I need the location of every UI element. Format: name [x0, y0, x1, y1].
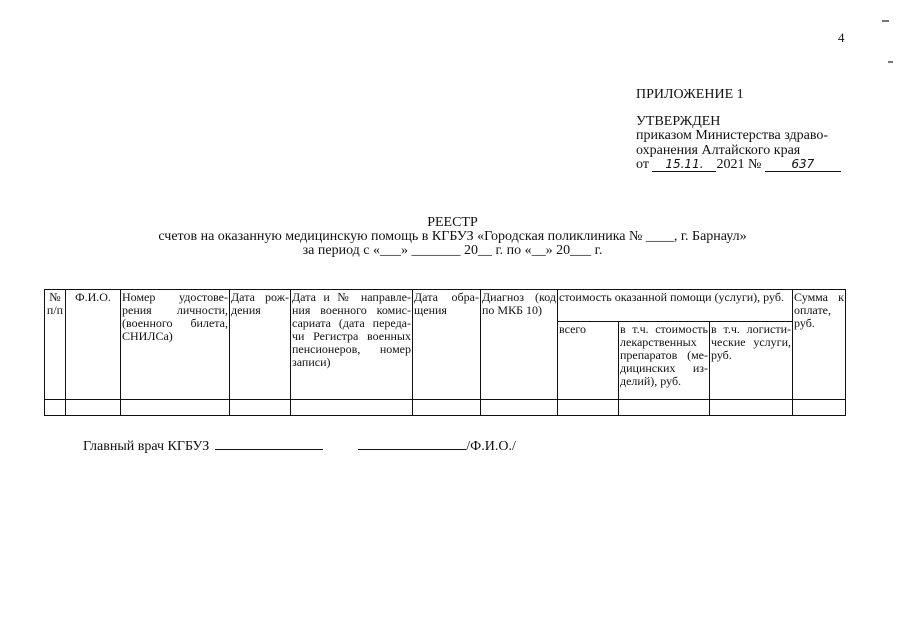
- table-cell: [558, 400, 619, 416]
- table-cell: [291, 400, 413, 416]
- scan-mark: [888, 61, 893, 63]
- date-prefix: от: [636, 157, 649, 172]
- header-fio: Ф.И.О.: [66, 290, 121, 400]
- name-blank: [358, 437, 466, 450]
- subheader-drugs: в т.ч. стоимость лекарственных препаратов (ме-дицинских из-делий), руб.: [619, 322, 710, 400]
- table-cell: [413, 400, 481, 416]
- approved-title: УТВЕРЖДЕН: [636, 113, 721, 129]
- signature-fio: /Ф.И.О./: [466, 439, 516, 454]
- signature-line: [83, 437, 516, 455]
- table-cell: [793, 400, 846, 416]
- subheader-all: всего: [558, 322, 619, 400]
- header-visit: Дата обра-щения: [413, 290, 481, 400]
- table-cell: [121, 400, 230, 416]
- subheader-logistics: в т.ч. логисти-ческие услуги, руб.: [710, 322, 793, 400]
- table-header-row: [45, 290, 846, 322]
- header-referral: Дата и № направле-ния военного комис-сариата (дата переда-чи Регистра военных пенсионеров, номер записи): [291, 290, 413, 400]
- approval-line-1: приказом Министерства здраво-: [636, 128, 829, 143]
- table-cell: [66, 400, 121, 416]
- header-id: Номер удостове-рения личности, (военного билета, СНИЛСа): [121, 290, 230, 400]
- year-text: 2021 №: [716, 157, 762, 172]
- signature-blank: [215, 437, 323, 450]
- registry-period: за период с «___» _______ 20__ г. по «__» 20___ г.: [302, 243, 603, 258]
- registry-title: РЕЕСТР: [427, 215, 478, 230]
- approval-block: [636, 88, 841, 173]
- signature-label: Главный врач КГБУЗ: [83, 439, 210, 454]
- table-cell: [230, 400, 291, 416]
- header-diagnosis: Диагноз (код по МКБ 10): [481, 290, 558, 400]
- approval-date-line: [636, 158, 841, 173]
- appendix-title: ПРИЛОЖЕНИЕ 1: [636, 87, 744, 102]
- table-cell: [710, 400, 793, 416]
- handwritten-order-number: 637: [765, 158, 841, 172]
- approval-line-2: охранения Алтайского края: [636, 142, 801, 158]
- registry-subtitle: счетов на оказанную медицинскую помощь в КГБУЗ «Городская поликлиника № ____, г. Барнаул»: [158, 229, 747, 244]
- registry-table: [44, 289, 846, 416]
- header-birth: Дата рож-дения: [230, 290, 291, 400]
- header-total: Сумма к оплате, руб.: [793, 290, 846, 400]
- header-num: № п/п: [45, 290, 66, 400]
- table-cell: [619, 400, 710, 416]
- registry-heading: [0, 216, 905, 258]
- page-number: 4: [838, 30, 845, 45]
- table-cell: [45, 400, 66, 416]
- handwritten-date: 15.11.: [652, 158, 716, 172]
- header-cost: стоимость оказанной помощи (услуги), руб.: [558, 290, 793, 322]
- table-row: [45, 400, 846, 416]
- table-cell: [481, 400, 558, 416]
- scan-mark: [882, 20, 889, 22]
